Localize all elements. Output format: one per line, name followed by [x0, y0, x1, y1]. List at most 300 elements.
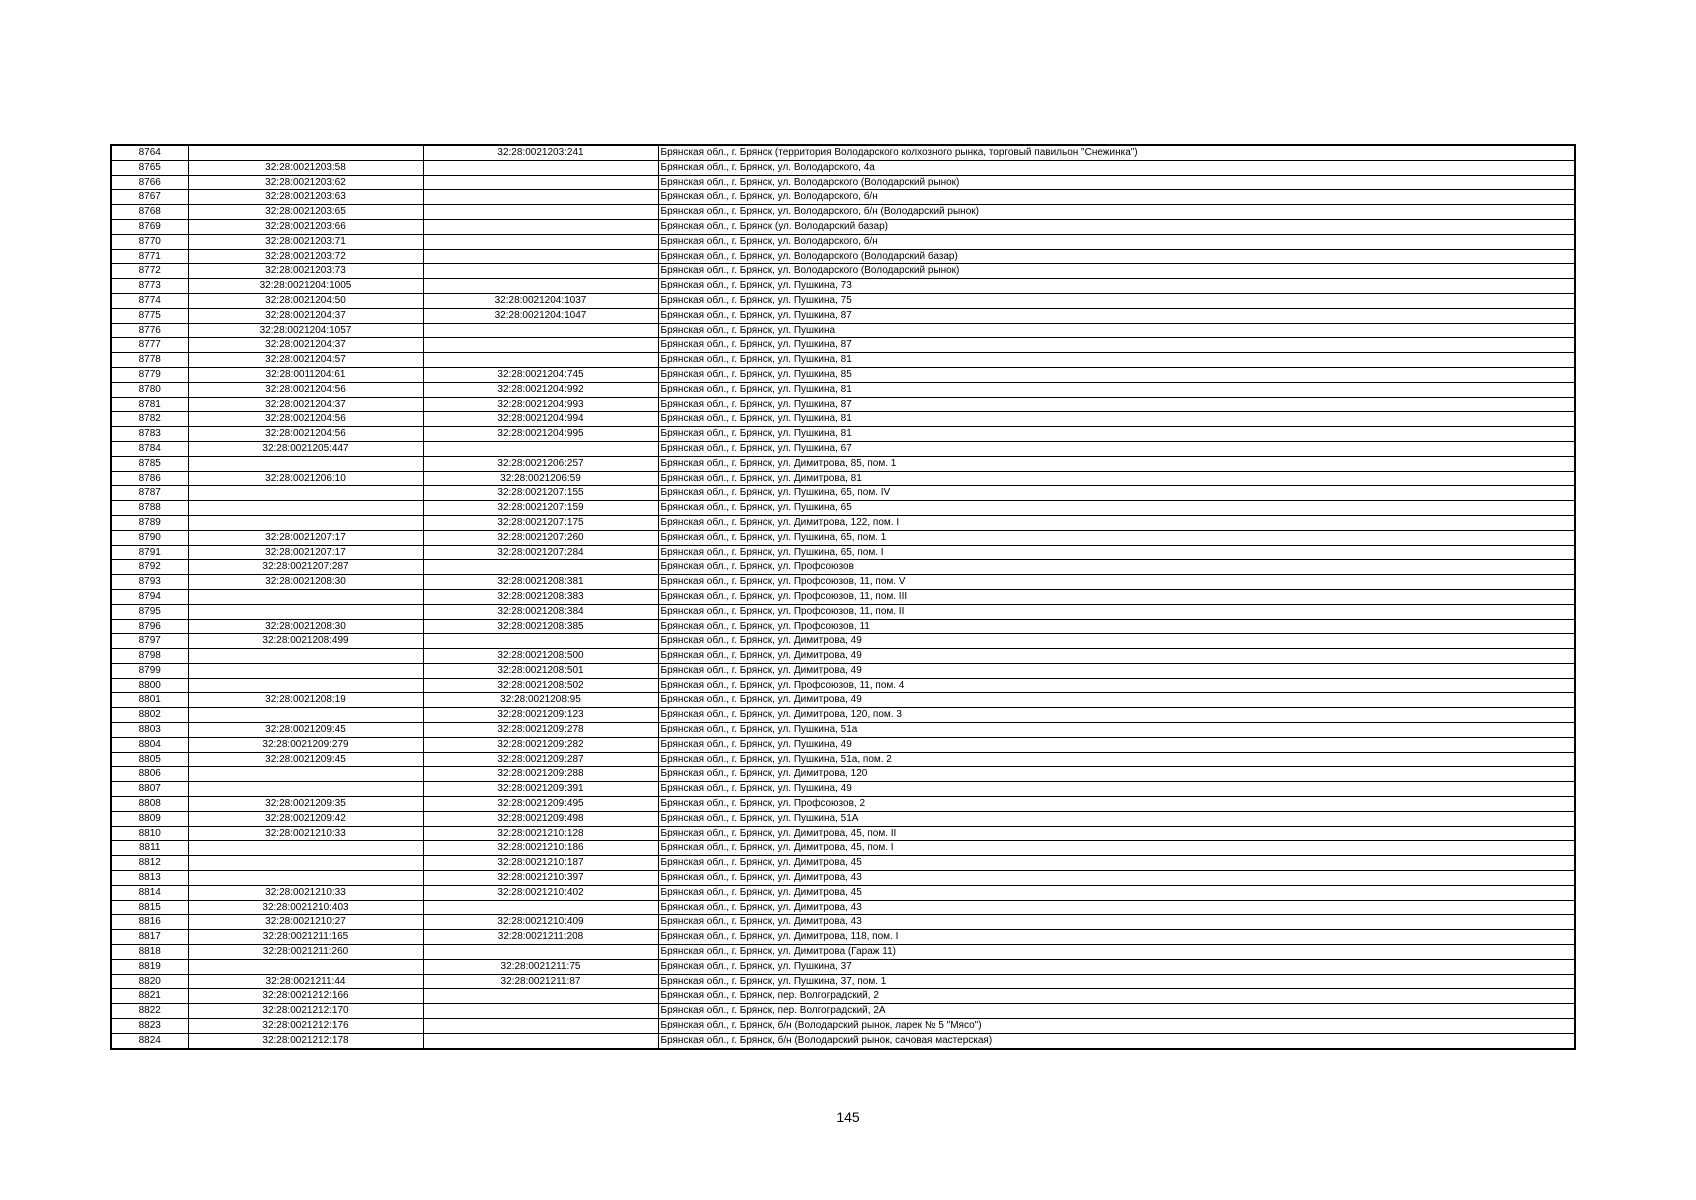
row-number-cell: 8812	[111, 856, 188, 871]
row-number-cell: 8804	[111, 737, 188, 752]
building-cadastral-number-cell: 32:28:0021207:284	[423, 545, 658, 560]
address-cell: Брянская обл., г. Брянск, ул. Димитрова, 122, пом. I	[658, 515, 1575, 530]
table-row	[111, 885, 1575, 900]
building-cadastral-number-cell: 32:28:0021211:208	[423, 930, 658, 945]
row-number-cell: 8783	[111, 427, 188, 442]
building-cadastral-number-cell: 32:28:0021207:159	[423, 501, 658, 516]
row-number-cell: 8809	[111, 811, 188, 826]
address-cell: Брянская обл., г. Брянск, ул. Пушкина	[658, 323, 1575, 338]
building-cadastral-number-cell: 32:28:0021209:287	[423, 752, 658, 767]
land-cadastral-number-cell: 32:28:0011204:61	[188, 367, 423, 382]
row-number-cell: 8769	[111, 219, 188, 234]
land-cadastral-number-cell: 32:28:0021209:45	[188, 723, 423, 738]
land-cadastral-number-cell: 32:28:0021209:42	[188, 811, 423, 826]
row-number-cell: 8773	[111, 279, 188, 294]
row-number-cell: 8768	[111, 205, 188, 220]
address-cell: Брянская обл., г. Брянск, ул. Димитрова, 43	[658, 871, 1575, 886]
table-row	[111, 397, 1575, 412]
land-cadastral-number-cell: 32:28:0021210:27	[188, 915, 423, 930]
table-row	[111, 856, 1575, 871]
address-cell: Брянская обл., г. Брянск, ул. Володарского, б/н	[658, 190, 1575, 205]
land-cadastral-number-cell: 32:28:0021210:33	[188, 826, 423, 841]
building-cadastral-number-cell	[423, 560, 658, 575]
row-number-cell: 8801	[111, 693, 188, 708]
row-number-cell: 8782	[111, 412, 188, 427]
document-sheet	[110, 144, 1574, 1050]
land-cadastral-number-cell: 32:28:0021212:178	[188, 1033, 423, 1048]
building-cadastral-number-cell	[423, 175, 658, 190]
building-cadastral-number-cell: 32:28:0021209:391	[423, 782, 658, 797]
land-cadastral-number-cell	[188, 145, 423, 160]
land-cadastral-number-cell: 32:28:0021205:447	[188, 441, 423, 456]
row-number-cell: 8807	[111, 782, 188, 797]
row-number-cell: 8797	[111, 634, 188, 649]
building-cadastral-number-cell	[423, 323, 658, 338]
row-number-cell: 8786	[111, 471, 188, 486]
building-cadastral-number-cell: 32:28:0021209:282	[423, 737, 658, 752]
land-cadastral-number-cell	[188, 501, 423, 516]
table-row	[111, 826, 1575, 841]
address-cell: Брянская обл., г. Брянск, ул. Димитрова, 81	[658, 471, 1575, 486]
table-row	[111, 575, 1575, 590]
row-number-cell: 8791	[111, 545, 188, 560]
land-cadastral-number-cell	[188, 708, 423, 723]
row-number-cell: 8813	[111, 871, 188, 886]
row-number-cell: 8816	[111, 915, 188, 930]
building-cadastral-number-cell	[423, 160, 658, 175]
building-cadastral-number-cell: 32:28:0021204:993	[423, 397, 658, 412]
row-number-cell: 8806	[111, 767, 188, 782]
table-row	[111, 900, 1575, 915]
row-number-cell: 8798	[111, 649, 188, 664]
land-cadastral-number-cell: 32:28:0021204:56	[188, 382, 423, 397]
land-cadastral-number-cell: 32:28:0021210:33	[188, 885, 423, 900]
building-cadastral-number-cell	[423, 1019, 658, 1034]
table-row	[111, 145, 1575, 160]
building-cadastral-number-cell: 32:28:0021208:95	[423, 693, 658, 708]
land-cadastral-number-cell: 32:28:0021209:45	[188, 752, 423, 767]
land-cadastral-number-cell	[188, 589, 423, 604]
land-cadastral-number-cell	[188, 678, 423, 693]
address-cell: Брянская обл., г. Брянск, б/н (Володарский рынок, ларек № 5 "Мясо")	[658, 1019, 1575, 1034]
land-cadastral-number-cell: 32:28:0021203:65	[188, 205, 423, 220]
row-number-cell: 8785	[111, 456, 188, 471]
address-cell: Брянская обл., г. Брянск, ул. Димитрова, 120, пом. 3	[658, 708, 1575, 723]
table-row	[111, 219, 1575, 234]
address-cell: Брянская обл., г. Брянск, ул. Пушкина, 81	[658, 353, 1575, 368]
table-row	[111, 338, 1575, 353]
table-row	[111, 663, 1575, 678]
address-cell: Брянская обл., г. Брянск, ул. Пушкина, 87	[658, 308, 1575, 323]
row-number-cell: 8800	[111, 678, 188, 693]
building-cadastral-number-cell	[423, 1033, 658, 1048]
building-cadastral-number-cell: 32:28:0021210:397	[423, 871, 658, 886]
address-cell: Брянская обл., г. Брянск, ул. Профсоюзов, 11	[658, 619, 1575, 634]
building-cadastral-number-cell	[423, 279, 658, 294]
row-number-cell: 8823	[111, 1019, 188, 1034]
address-cell: Брянская обл., г. Брянск, ул. Профсоюзов, 2	[658, 797, 1575, 812]
table-row	[111, 797, 1575, 812]
row-number-cell: 8818	[111, 945, 188, 960]
table-row	[111, 264, 1575, 279]
row-number-cell: 8793	[111, 575, 188, 590]
table-row	[111, 974, 1575, 989]
land-cadastral-number-cell: 32:28:0021204:56	[188, 412, 423, 427]
land-cadastral-number-cell: 32:28:0021206:10	[188, 471, 423, 486]
row-number-cell: 8815	[111, 900, 188, 915]
table-row	[111, 915, 1575, 930]
address-cell: Брянская обл., г. Брянск, ул. Пушкина, 51а	[658, 723, 1575, 738]
building-cadastral-number-cell	[423, 900, 658, 915]
table-row	[111, 234, 1575, 249]
address-cell: Брянская обл., г. Брянск, ул. Пушкина, 49	[658, 782, 1575, 797]
building-cadastral-number-cell	[423, 205, 658, 220]
address-cell: Брянская обл., г. Брянск, ул. Пушкина, 67	[658, 441, 1575, 456]
table-row	[111, 945, 1575, 960]
address-cell: Брянская обл., г. Брянск (ул. Володарский базар)	[658, 219, 1575, 234]
land-cadastral-number-cell	[188, 649, 423, 664]
address-cell: Брянская обл., г. Брянск, ул. Пушкина, 87	[658, 338, 1575, 353]
address-cell: Брянская обл., г. Брянск, ул. Димитрова (Гараж 11)	[658, 945, 1575, 960]
table-row	[111, 293, 1575, 308]
land-cadastral-number-cell: 32:28:0021212:166	[188, 989, 423, 1004]
address-cell: Брянская обл., г. Брянск, ул. Пушкина, 51А	[658, 811, 1575, 826]
building-cadastral-number-cell	[423, 353, 658, 368]
table-row	[111, 501, 1575, 516]
address-cell: Брянская обл., г. Брянск, ул. Пушкина, 65, пом. 1	[658, 530, 1575, 545]
table-row	[111, 589, 1575, 604]
land-cadastral-number-cell: 32:28:0021209:35	[188, 797, 423, 812]
land-cadastral-number-cell	[188, 486, 423, 501]
table-row	[111, 782, 1575, 797]
building-cadastral-number-cell: 32:28:0021204:1047	[423, 308, 658, 323]
table-row	[111, 515, 1575, 530]
land-cadastral-number-cell: 32:28:0021204:1005	[188, 279, 423, 294]
row-number-cell: 8814	[111, 885, 188, 900]
building-cadastral-number-cell: 32:28:0021208:502	[423, 678, 658, 693]
row-number-cell: 8787	[111, 486, 188, 501]
address-cell: Брянская обл., г. Брянск, ул. Димитрова, 45, пом. I	[658, 841, 1575, 856]
building-cadastral-number-cell: 32:28:0021211:75	[423, 959, 658, 974]
address-cell: Брянская обл., г. Брянск, ул. Пушкина, 73	[658, 279, 1575, 294]
table-row	[111, 456, 1575, 471]
row-number-cell: 8802	[111, 708, 188, 723]
land-cadastral-number-cell: 32:28:0021212:170	[188, 1004, 423, 1019]
address-cell: Брянская обл., г. Брянск, ул. Пушкина, 75	[658, 293, 1575, 308]
table-row	[111, 530, 1575, 545]
building-cadastral-number-cell: 32:28:0021210:402	[423, 885, 658, 900]
building-cadastral-number-cell	[423, 338, 658, 353]
row-number-cell: 8784	[111, 441, 188, 456]
building-cadastral-number-cell: 32:28:0021204:1037	[423, 293, 658, 308]
table-row	[111, 545, 1575, 560]
building-cadastral-number-cell: 32:28:0021209:495	[423, 797, 658, 812]
address-cell: Брянская обл., г. Брянск, ул. Пушкина, 49	[658, 737, 1575, 752]
land-cadastral-number-cell: 32:28:0021207:17	[188, 530, 423, 545]
land-cadastral-number-cell	[188, 871, 423, 886]
land-cadastral-number-cell: 32:28:0021203:72	[188, 249, 423, 264]
table-row	[111, 634, 1575, 649]
address-cell: Брянская обл., г. Брянск, ул. Димитрова, 45	[658, 856, 1575, 871]
land-cadastral-number-cell	[188, 782, 423, 797]
row-number-cell: 8794	[111, 589, 188, 604]
row-number-cell: 8810	[111, 826, 188, 841]
table-row	[111, 160, 1575, 175]
address-cell: Брянская обл., г. Брянск, ул. Профсоюзов	[658, 560, 1575, 575]
address-cell: Брянская обл., г. Брянск, ул. Володарского, 4а	[658, 160, 1575, 175]
land-cadastral-number-cell	[188, 604, 423, 619]
land-cadastral-number-cell: 32:28:0021208:30	[188, 575, 423, 590]
building-cadastral-number-cell	[423, 190, 658, 205]
table-row	[111, 649, 1575, 664]
table-row	[111, 382, 1575, 397]
land-cadastral-number-cell: 32:28:0021204:37	[188, 397, 423, 412]
building-cadastral-number-cell: 32:28:0021209:498	[423, 811, 658, 826]
address-cell: Брянская обл., г. Брянск, ул. Димитрова, 118, пом. I	[658, 930, 1575, 945]
row-number-cell: 8789	[111, 515, 188, 530]
building-cadastral-number-cell: 32:28:0021204:745	[423, 367, 658, 382]
address-cell: Брянская обл., г. Брянск, ул. Димитрова, 49	[658, 693, 1575, 708]
address-cell: Брянская обл., г. Брянск, ул. Профсоюзов, 11, пом. III	[658, 589, 1575, 604]
address-cell: Брянская обл., г. Брянск, ул. Володарского (Володарский рынок)	[658, 175, 1575, 190]
building-cadastral-number-cell: 32:28:0021209:288	[423, 767, 658, 782]
row-number-cell: 8780	[111, 382, 188, 397]
table-row	[111, 560, 1575, 575]
row-number-cell: 8775	[111, 308, 188, 323]
row-number-cell: 8805	[111, 752, 188, 767]
table-row	[111, 989, 1575, 1004]
table-row	[111, 1019, 1575, 1034]
land-cadastral-number-cell: 32:28:0021210:403	[188, 900, 423, 915]
row-number-cell: 8819	[111, 959, 188, 974]
building-cadastral-number-cell: 32:28:0021203:241	[423, 145, 658, 160]
table-row	[111, 693, 1575, 708]
building-cadastral-number-cell	[423, 634, 658, 649]
row-number-cell: 8770	[111, 234, 188, 249]
row-number-cell: 8772	[111, 264, 188, 279]
land-cadastral-number-cell: 32:28:0021211:44	[188, 974, 423, 989]
land-cadastral-number-cell	[188, 841, 423, 856]
table-row	[111, 1033, 1575, 1048]
table-row	[111, 249, 1575, 264]
building-cadastral-number-cell	[423, 441, 658, 456]
building-cadastral-number-cell: 32:28:0021210:409	[423, 915, 658, 930]
address-cell: Брянская обл., г. Брянск, ул. Пушкина, 51а, пом. 2	[658, 752, 1575, 767]
row-number-cell: 8776	[111, 323, 188, 338]
table-row	[111, 678, 1575, 693]
table-row	[111, 308, 1575, 323]
land-cadastral-number-cell: 32:28:0021203:58	[188, 160, 423, 175]
building-cadastral-number-cell: 32:28:0021208:381	[423, 575, 658, 590]
address-cell: Брянская обл., г. Брянск, ул. Пушкина, 37	[658, 959, 1575, 974]
land-cadastral-number-cell	[188, 515, 423, 530]
building-cadastral-number-cell: 32:28:0021207:175	[423, 515, 658, 530]
table-row	[111, 871, 1575, 886]
table-row	[111, 190, 1575, 205]
building-cadastral-number-cell: 32:28:0021210:186	[423, 841, 658, 856]
table-row	[111, 1004, 1575, 1019]
registry-table-body	[111, 145, 1575, 1049]
table-row	[111, 767, 1575, 782]
row-number-cell: 8771	[111, 249, 188, 264]
building-cadastral-number-cell: 32:28:0021210:187	[423, 856, 658, 871]
page-number: 145	[836, 1109, 860, 1125]
building-cadastral-number-cell	[423, 234, 658, 249]
address-cell: Брянская обл., г. Брянск (территория Володарского колхозного рынка, торговый павильон "Снежинка")	[658, 145, 1575, 160]
address-cell: Брянская обл., г. Брянск, ул. Пушкина, 65, пом. IV	[658, 486, 1575, 501]
land-cadastral-number-cell: 32:28:0021207:287	[188, 560, 423, 575]
table-row	[111, 486, 1575, 501]
table-row	[111, 723, 1575, 738]
row-number-cell: 8766	[111, 175, 188, 190]
building-cadastral-number-cell: 32:28:0021206:59	[423, 471, 658, 486]
address-cell: Брянская обл., г. Брянск, ул. Димитрова, 49	[658, 649, 1575, 664]
land-cadastral-number-cell: 32:28:0021208:19	[188, 693, 423, 708]
address-cell: Брянская обл., г. Брянск, ул. Пушкина, 87	[658, 397, 1575, 412]
building-cadastral-number-cell: 32:28:0021204:994	[423, 412, 658, 427]
row-number-cell: 8779	[111, 367, 188, 382]
address-cell: Брянская обл., г. Брянск, ул. Димитрова, 45, пом. II	[658, 826, 1575, 841]
land-cadastral-number-cell: 32:28:0021207:17	[188, 545, 423, 560]
building-cadastral-number-cell	[423, 945, 658, 960]
address-cell: Брянская обл., г. Брянск, ул. Профсоюзов, 11, пом. V	[658, 575, 1575, 590]
table-row	[111, 412, 1575, 427]
land-cadastral-number-cell: 32:28:0021204:37	[188, 338, 423, 353]
land-cadastral-number-cell: 32:28:0021204:1057	[188, 323, 423, 338]
table-row	[111, 471, 1575, 486]
table-row	[111, 708, 1575, 723]
land-cadastral-number-cell: 32:28:0021208:30	[188, 619, 423, 634]
land-cadastral-number-cell: 32:28:0021204:50	[188, 293, 423, 308]
address-cell: Брянская обл., г. Брянск, ул. Димитрова, 43	[658, 915, 1575, 930]
address-cell: Брянская обл., г. Брянск, ул. Димитрова, 49	[658, 663, 1575, 678]
table-row	[111, 930, 1575, 945]
table-row	[111, 441, 1575, 456]
row-number-cell: 8795	[111, 604, 188, 619]
land-cadastral-number-cell: 32:28:0021203:71	[188, 234, 423, 249]
row-number-cell: 8774	[111, 293, 188, 308]
land-cadastral-number-cell: 32:28:0021209:279	[188, 737, 423, 752]
table-row	[111, 841, 1575, 856]
row-number-cell: 8817	[111, 930, 188, 945]
registry-table	[110, 144, 1576, 1050]
address-cell: Брянская обл., г. Брянск, ул. Димитрова, 120	[658, 767, 1575, 782]
row-number-cell: 8790	[111, 530, 188, 545]
building-cadastral-number-cell: 32:28:0021209:278	[423, 723, 658, 738]
address-cell: Брянская обл., г. Брянск, ул. Володарского (Володарский рынок)	[658, 264, 1575, 279]
land-cadastral-number-cell: 32:28:0021211:260	[188, 945, 423, 960]
table-row	[111, 367, 1575, 382]
land-cadastral-number-cell: 32:28:0021211:165	[188, 930, 423, 945]
address-cell: Брянская обл., г. Брянск, ул. Пушкина, 65, пом. I	[658, 545, 1575, 560]
building-cadastral-number-cell: 32:28:0021208:501	[423, 663, 658, 678]
building-cadastral-number-cell	[423, 249, 658, 264]
address-cell: Брянская обл., г. Брянск, пер. Волгоградский, 2	[658, 989, 1575, 1004]
building-cadastral-number-cell: 32:28:0021209:123	[423, 708, 658, 723]
table-row	[111, 811, 1575, 826]
address-cell: Брянская обл., г. Брянск, ул. Пушкина, 81	[658, 412, 1575, 427]
table-row	[111, 752, 1575, 767]
table-row	[111, 959, 1575, 974]
land-cadastral-number-cell	[188, 767, 423, 782]
address-cell: Брянская обл., г. Брянск, ул. Пушкина, 37, пом. 1	[658, 974, 1575, 989]
address-cell: Брянская обл., г. Брянск, ул. Володарского, б/н	[658, 234, 1575, 249]
row-number-cell: 8803	[111, 723, 188, 738]
address-cell: Брянская обл., г. Брянск, ул. Володарского, б/н (Володарский рынок)	[658, 205, 1575, 220]
row-number-cell: 8778	[111, 353, 188, 368]
address-cell: Брянская обл., г. Брянск, ул. Димитрова, 45	[658, 885, 1575, 900]
address-cell: Брянская обл., г. Брянск, ул. Димитрова, 49	[658, 634, 1575, 649]
land-cadastral-number-cell	[188, 856, 423, 871]
table-row	[111, 604, 1575, 619]
row-number-cell: 8796	[111, 619, 188, 634]
land-cadastral-number-cell: 32:28:0021203:66	[188, 219, 423, 234]
address-cell: Брянская обл., г. Брянск, ул. Володарского (Володарский базар)	[658, 249, 1575, 264]
row-number-cell: 8821	[111, 989, 188, 1004]
land-cadastral-number-cell: 32:28:0021203:73	[188, 264, 423, 279]
address-cell: Брянская обл., г. Брянск, ул. Профсоюзов, 11, пом. 4	[658, 678, 1575, 693]
building-cadastral-number-cell	[423, 264, 658, 279]
building-cadastral-number-cell: 32:28:0021204:995	[423, 427, 658, 442]
land-cadastral-number-cell: 32:28:0021203:63	[188, 190, 423, 205]
address-cell: Брянская обл., г. Брянск, ул. Пушкина, 81	[658, 427, 1575, 442]
table-row	[111, 175, 1575, 190]
row-number-cell: 8777	[111, 338, 188, 353]
table-row	[111, 427, 1575, 442]
table-row	[111, 353, 1575, 368]
building-cadastral-number-cell: 32:28:0021208:384	[423, 604, 658, 619]
table-row	[111, 619, 1575, 634]
table-row	[111, 737, 1575, 752]
row-number-cell: 8788	[111, 501, 188, 516]
building-cadastral-number-cell: 32:28:0021204:992	[423, 382, 658, 397]
building-cadastral-number-cell: 32:28:0021210:128	[423, 826, 658, 841]
address-cell: Брянская обл., г. Брянск, ул. Пушкина, 85	[658, 367, 1575, 382]
address-cell: Брянская обл., г. Брянск, ул. Димитрова, 43	[658, 900, 1575, 915]
row-number-cell: 8792	[111, 560, 188, 575]
building-cadastral-number-cell: 32:28:0021208:385	[423, 619, 658, 634]
building-cadastral-number-cell: 32:28:0021208:383	[423, 589, 658, 604]
land-cadastral-number-cell: 32:28:0021204:57	[188, 353, 423, 368]
land-cadastral-number-cell: 32:28:0021204:56	[188, 427, 423, 442]
table-row	[111, 205, 1575, 220]
building-cadastral-number-cell	[423, 219, 658, 234]
address-cell: Брянская обл., г. Брянск, ул. Пушкина, 81	[658, 382, 1575, 397]
building-cadastral-number-cell: 32:28:0021206:257	[423, 456, 658, 471]
address-cell: Брянская обл., г. Брянск, пер. Волгоградский, 2А	[658, 1004, 1575, 1019]
row-number-cell: 8822	[111, 1004, 188, 1019]
land-cadastral-number-cell: 32:28:0021204:37	[188, 308, 423, 323]
land-cadastral-number-cell: 32:28:0021208:499	[188, 634, 423, 649]
row-number-cell: 8811	[111, 841, 188, 856]
address-cell: Брянская обл., г. Брянск, ул. Димитрова, 85, пом. 1	[658, 456, 1575, 471]
land-cadastral-number-cell	[188, 959, 423, 974]
address-cell: Брянская обл., г. Брянск, ул. Пушкина, 65	[658, 501, 1575, 516]
building-cadastral-number-cell: 32:28:0021207:260	[423, 530, 658, 545]
building-cadastral-number-cell	[423, 989, 658, 1004]
row-number-cell: 8767	[111, 190, 188, 205]
table-row	[111, 279, 1575, 294]
row-number-cell: 8808	[111, 797, 188, 812]
building-cadastral-number-cell: 32:28:0021207:155	[423, 486, 658, 501]
land-cadastral-number-cell	[188, 456, 423, 471]
address-cell: Брянская обл., г. Брянск, б/н (Володарский рынок, сачовая мастерская)	[658, 1033, 1575, 1048]
row-number-cell: 8764	[111, 145, 188, 160]
table-row	[111, 323, 1575, 338]
building-cadastral-number-cell: 32:28:0021211:87	[423, 974, 658, 989]
address-cell: Брянская обл., г. Брянск, ул. Профсоюзов, 11, пом. II	[658, 604, 1575, 619]
building-cadastral-number-cell	[423, 1004, 658, 1019]
